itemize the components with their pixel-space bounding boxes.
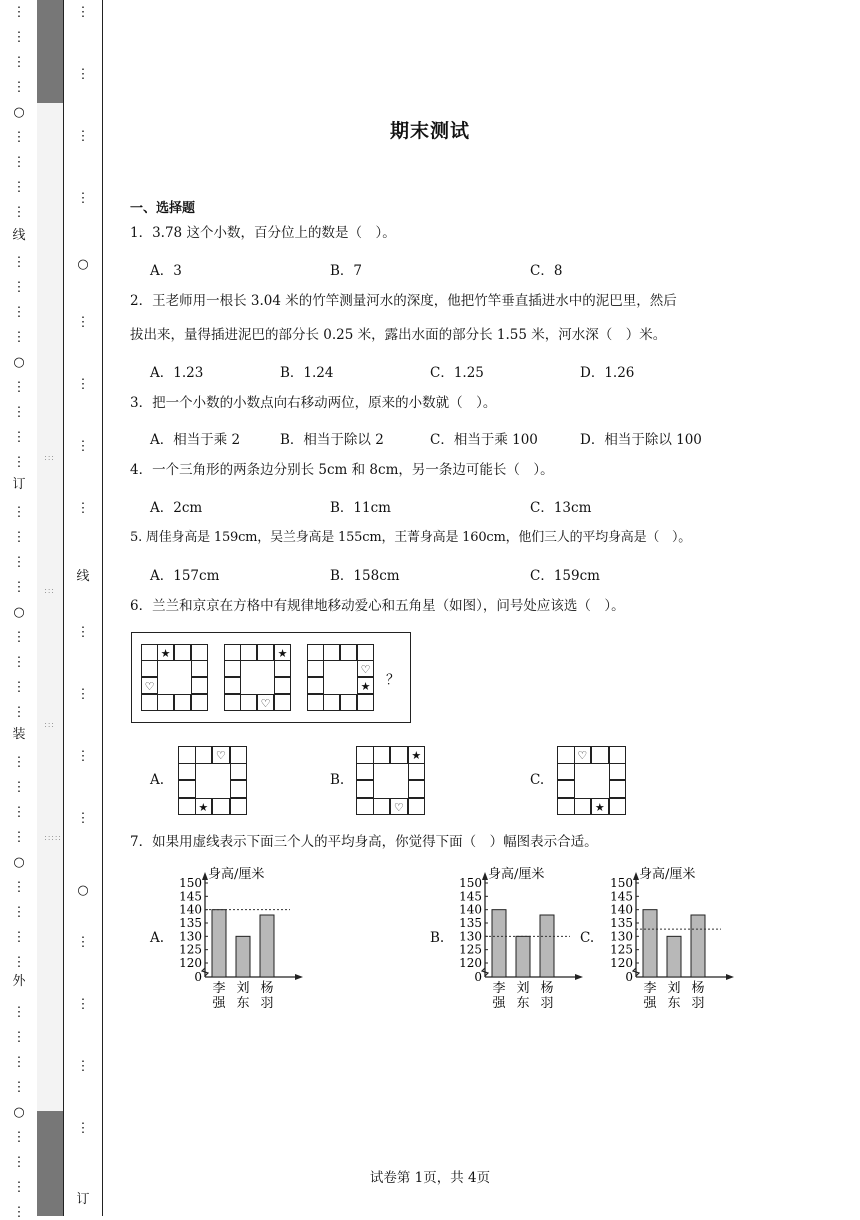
margin-dots: ⋮ [12, 905, 26, 920]
x-axis-arrow [575, 974, 583, 980]
margin-dots: ⋮ [12, 280, 26, 295]
grid-cell [557, 746, 575, 764]
x-category-label: 刘 [667, 981, 681, 996]
grid-cell [557, 763, 575, 781]
margin-label: 订 [12, 477, 26, 492]
page-footer: 试卷第 1页，共 4页 [369, 1170, 491, 1186]
pattern-grid [356, 746, 426, 816]
q3-option-a: A．相当于乘 2 [150, 432, 241, 448]
grid-cell [178, 780, 196, 798]
outer-binding-column [8, 0, 30, 1220]
margin-dots: ⋮ [76, 377, 90, 392]
margin-dots: ⋮ [76, 501, 90, 516]
y-tick-label: 150 [610, 876, 633, 890]
x-category-label: 东 [236, 996, 250, 1011]
margin-dots: ⋮ [12, 155, 26, 170]
grid-cell [307, 644, 324, 661]
margin-dots: ⋮ [12, 330, 26, 345]
margin-dots: ⋮ [12, 430, 26, 445]
y-tick-label: 145 [179, 889, 202, 904]
margin-dots: ⋮ [76, 191, 90, 206]
margin-dots: ⋮ [12, 780, 26, 795]
margin-circle-mark: ○ [13, 855, 25, 870]
margin-dots: ⋮ [12, 30, 26, 45]
x-category-label: 强 [643, 996, 657, 1011]
margin-circle-mark: ○ [13, 605, 25, 620]
q4-option-b: B．11cm [330, 500, 391, 516]
margin-tiny-mark: ：：：：： [44, 834, 65, 842]
grid-cell [191, 644, 208, 661]
heart-icon: ♡ [357, 660, 374, 677]
grid-cell [274, 677, 291, 694]
grid-cell [408, 763, 426, 781]
bar [516, 936, 530, 977]
grid-cell [195, 746, 213, 764]
y-tick-label: 145 [610, 889, 633, 904]
q7-option-c: C. [580, 930, 595, 946]
margin-dots: ⋮ [12, 1205, 26, 1220]
q6-question-mark: ？ [386, 672, 400, 688]
y-tick-label: 0 [194, 970, 202, 984]
margin-dots: ⋮ [12, 955, 26, 970]
grid-cell [191, 694, 208, 711]
margin-dots: ⋮ [12, 380, 26, 395]
grid-cell [408, 780, 426, 798]
grid-cell [240, 694, 257, 711]
margin-dots: ⋮ [12, 1155, 26, 1170]
y-tick-label: 130 [610, 929, 633, 944]
margin-dots: ⋮ [12, 755, 26, 770]
margin-dots: ⋮ [12, 555, 26, 570]
margin-dots: ⋮ [76, 5, 90, 20]
grid-cell [609, 746, 627, 764]
star-icon: ★ [591, 798, 609, 816]
x-category-label: 东 [667, 996, 681, 1011]
y-tick-label: 130 [179, 929, 202, 944]
q7-chart-b [445, 862, 585, 1014]
question-3-text: 3．把一个小数的小数点向右移动两位，原来的小数就（ ）。 [130, 395, 497, 411]
margin-label: 线 [12, 228, 26, 243]
margin-dots: ⋮ [76, 129, 90, 144]
margin-dots: ⋮ [12, 880, 26, 895]
grid-cell [274, 694, 291, 711]
grid-cell [178, 746, 196, 764]
margin-rule-right [102, 0, 103, 1216]
margin-dots: ⋮ [76, 1121, 90, 1136]
star-icon: ★ [274, 644, 291, 661]
grid-cell [356, 763, 374, 781]
margin-dots: ⋮ [12, 930, 26, 945]
grid-cell [357, 644, 374, 661]
grid-cell [230, 746, 248, 764]
grid-cell [390, 746, 408, 764]
y-tick-label: 135 [459, 916, 482, 930]
y-tick-label: 125 [179, 942, 202, 957]
grid-cell [356, 780, 374, 798]
pattern-grid [141, 644, 209, 712]
margin-dots: ⋮ [76, 1059, 90, 1074]
margin-grey-bar-bottom [37, 1111, 63, 1216]
heart-icon: ♡ [574, 746, 592, 764]
margin-dots: ⋮ [12, 805, 26, 820]
margin-dots: ⋮ [12, 1130, 26, 1145]
margin-circle-mark: ○ [77, 257, 89, 272]
grid-cell [230, 763, 248, 781]
grid-cell [230, 798, 248, 816]
q7-chart-a [165, 862, 305, 1014]
margin-dots: ⋮ [12, 655, 26, 670]
question-4-text: 4．一个三角形的两条边分别长 5cm 和 8cm，另一条边可能长（ ）。 [130, 462, 554, 478]
q4-option-c: C．13cm [530, 500, 592, 516]
q2-option-c: C．1.25 [430, 365, 484, 381]
margin-label: 装 [12, 727, 26, 742]
y-tick-label: 140 [459, 902, 482, 917]
grid-cell [307, 694, 324, 711]
margin-dots: ⋮ [12, 505, 26, 520]
margin-dots: ⋮ [12, 305, 26, 320]
margin-dots: ⋮ [12, 180, 26, 195]
grid-cell [174, 644, 191, 661]
margin-dots: ⋮ [76, 315, 90, 330]
margin-tiny-mark: ：：： [44, 587, 58, 595]
grid-cell [356, 798, 374, 816]
margin-circle-mark: ○ [77, 883, 89, 898]
pattern-grid [224, 644, 292, 712]
heart-icon: ♡ [390, 798, 408, 816]
margin-label: 外 [12, 974, 26, 989]
q5-option-c: C．159cm [530, 568, 600, 584]
x-category-label: 强 [212, 996, 226, 1011]
margin-rule-middle [63, 0, 64, 1216]
heart-icon: ♡ [257, 694, 274, 711]
margin-dots: ⋮ [12, 1030, 26, 1045]
margin-dots: ⋮ [12, 680, 26, 695]
margin-dots: ⋮ [12, 1080, 26, 1095]
margin-dots: ⋮ [76, 67, 90, 82]
y-tick-label: 120 [459, 956, 482, 970]
y-tick-label: 0 [474, 970, 482, 984]
grid-cell [591, 746, 609, 764]
margin-tiny-mark: ：：： [44, 721, 58, 729]
margin-dots: ⋮ [12, 80, 26, 95]
bar [236, 936, 250, 977]
grid-cell [141, 644, 158, 661]
x-category-label: 刘 [516, 981, 530, 996]
margin-circle-mark: ○ [13, 355, 25, 370]
x-axis-arrow [726, 974, 734, 980]
margin-dots: ⋮ [12, 405, 26, 420]
q3-option-d: D．相当于除以 100 [580, 432, 702, 448]
q7-chart-c [596, 862, 736, 1014]
margin-dots: ⋮ [12, 1180, 26, 1195]
x-category-label: 羽 [540, 996, 554, 1011]
star-icon: ★ [195, 798, 213, 816]
q6-option-a: A. [150, 772, 165, 788]
margin-dots: ⋮ [12, 530, 26, 545]
x-category-label: 杨 [691, 981, 705, 996]
grid-cell [340, 644, 357, 661]
margin-dots: ⋮ [76, 935, 90, 950]
margin-dots: ⋮ [76, 439, 90, 454]
margin-circle-mark: ○ [13, 105, 25, 120]
grid-cell [240, 644, 257, 661]
question-5-text: 5. 周佳身高是 159cm，吴兰身高是 155cm，王菁身高是 160cm，他们三人的平均身高是（ ）。 [130, 530, 692, 545]
grid-cell [557, 780, 575, 798]
grid-cell [408, 798, 426, 816]
question-2-text-line2: 拔出来，量得插进泥巴的部分长 0.25 米，露出水面的部分长 1.55 米，河水深（ ）米。 [130, 327, 667, 343]
question-6-text: 6．兰兰和京京在方格中有规律地移动爱心和五角星（如图），问号处应该选（ ）。 [130, 598, 625, 614]
section-heading: 一、选择题 [130, 201, 196, 216]
grid-cell [340, 694, 357, 711]
y-axis-label: 身高/厘米 [488, 867, 545, 882]
grid-cell [557, 798, 575, 816]
grid-cell [191, 677, 208, 694]
y-axis-label: 身高/厘米 [639, 867, 696, 882]
margin-dots: ⋮ [12, 1055, 26, 1070]
bar [212, 910, 226, 977]
star-icon: ★ [357, 677, 374, 694]
margin-dots: ⋮ [12, 205, 26, 220]
page-title: 期末测试 [389, 120, 470, 142]
pattern-grid [307, 644, 375, 712]
margin-dots: ⋮ [76, 687, 90, 702]
bar [260, 915, 274, 977]
star-icon: ★ [157, 644, 174, 661]
heart-icon: ♡ [141, 677, 158, 694]
margin-dots: ⋮ [76, 625, 90, 640]
grid-cell [141, 660, 158, 677]
margin-dots: ⋮ [12, 580, 26, 595]
y-tick-label: 150 [179, 876, 202, 890]
x-axis-arrow [295, 974, 303, 980]
grid-cell [257, 644, 274, 661]
grid-cell [191, 660, 208, 677]
q3-option-c: C．相当于乘 100 [430, 432, 538, 448]
grid-cell [323, 644, 340, 661]
margin-dots: ⋮ [12, 830, 26, 845]
grid-cell [178, 763, 196, 781]
q7-option-a: A. [150, 930, 165, 946]
grid-cell [574, 798, 592, 816]
x-category-label: 杨 [260, 981, 274, 996]
grid-cell [230, 780, 248, 798]
q2-option-a: A．1.23 [150, 365, 204, 381]
y-axis-label: 身高/厘米 [208, 867, 265, 882]
y-tick-label: 125 [459, 942, 482, 957]
bar [643, 910, 657, 977]
x-category-label: 羽 [260, 996, 274, 1011]
q5-option-a: A．157cm [150, 568, 220, 584]
bar [691, 915, 705, 977]
grid-cell [274, 660, 291, 677]
q1-option-b: B．7 [330, 263, 363, 279]
margin-dots: ⋮ [12, 130, 26, 145]
grid-cell [323, 694, 340, 711]
grid-cell [157, 694, 174, 711]
x-category-label: 羽 [691, 996, 705, 1011]
y-tick-label: 125 [610, 942, 633, 957]
grid-cell [212, 798, 230, 816]
x-category-label: 强 [492, 996, 506, 1011]
q1-option-a: A．3 [150, 263, 182, 279]
y-tick-label: 135 [610, 916, 633, 930]
pattern-grid [557, 746, 627, 816]
y-tick-label: 120 [610, 956, 633, 970]
inner-binding-column [72, 0, 94, 1216]
margin-dots: ⋮ [12, 705, 26, 720]
grid-cell [307, 660, 324, 677]
bar [492, 910, 506, 977]
margin-dots: ⋮ [12, 630, 26, 645]
q4-option-a: A．2cm [150, 500, 203, 516]
bar [667, 936, 681, 977]
y-tick-label: 140 [179, 902, 202, 917]
q7-option-b: B. [430, 930, 445, 946]
y-tick-label: 135 [179, 916, 202, 930]
grid-cell [174, 694, 191, 711]
grid-cell [609, 798, 627, 816]
grid-cell [224, 660, 241, 677]
margin-dots: ⋮ [76, 811, 90, 826]
margin-dots: ⋮ [76, 749, 90, 764]
grid-cell [373, 746, 391, 764]
margin-tiny-mark: ：：： [44, 454, 58, 462]
q6-option-c: C. [530, 772, 545, 788]
heart-icon: ♡ [212, 746, 230, 764]
star-icon: ★ [408, 746, 426, 764]
grid-cell [224, 694, 241, 711]
y-tick-label: 145 [459, 889, 482, 904]
grid-cell [609, 763, 627, 781]
grid-cell [307, 677, 324, 694]
grid-cell [609, 780, 627, 798]
grid-cell [141, 694, 158, 711]
y-tick-label: 120 [179, 956, 202, 970]
q2-option-b: B．1.24 [280, 365, 334, 381]
margin-label: 订 [76, 1192, 90, 1207]
grid-cell [224, 677, 241, 694]
y-tick-label: 140 [610, 902, 633, 917]
bar [540, 915, 554, 977]
x-category-label: 李 [212, 981, 226, 996]
margin-pale-band [37, 103, 63, 1111]
margin-grey-bar-top [37, 0, 63, 103]
grid-cell [224, 644, 241, 661]
grid-cell [357, 694, 374, 711]
grid-cell [373, 798, 391, 816]
pattern-grid [178, 746, 248, 816]
q3-option-b: B．相当于除以 2 [280, 432, 384, 448]
margin-dots: ⋮ [76, 997, 90, 1012]
x-category-label: 李 [492, 981, 506, 996]
q5-option-b: B．158cm [330, 568, 400, 584]
x-category-label: 李 [643, 981, 657, 996]
y-tick-label: 0 [625, 970, 633, 984]
grid-cell [178, 798, 196, 816]
margin-dots: ⋮ [12, 255, 26, 270]
q2-option-d: D．1.26 [580, 365, 635, 381]
grid-cell [356, 746, 374, 764]
y-tick-label: 150 [459, 876, 482, 890]
margin-label: 线 [76, 569, 90, 584]
q1-option-c: C．8 [530, 263, 563, 279]
margin-dots: ⋮ [12, 1005, 26, 1020]
question-1-text: 1．3.78 这个小数，百分位上的数是（ ）。 [130, 225, 396, 241]
margin-circle-mark: ○ [13, 1105, 25, 1120]
y-tick-label: 130 [459, 929, 482, 944]
q6-option-b: B. [330, 772, 345, 788]
x-category-label: 东 [516, 996, 530, 1011]
margin-dots: ⋮ [12, 5, 26, 20]
question-2-text: 2．王老师用一根长 3.04 米的竹竿测量河水的深度，他把竹竿垂直插进水中的泥巴里，然后 [130, 293, 677, 309]
x-category-label: 刘 [236, 981, 250, 996]
question-7-text: 7．如果用虚线表示下面三个人的平均身高，你觉得下面（ ）幅图表示合适。 [130, 834, 598, 850]
margin-dots: ⋮ [12, 55, 26, 70]
margin-dots: ⋮ [12, 455, 26, 470]
x-category-label: 杨 [540, 981, 554, 996]
